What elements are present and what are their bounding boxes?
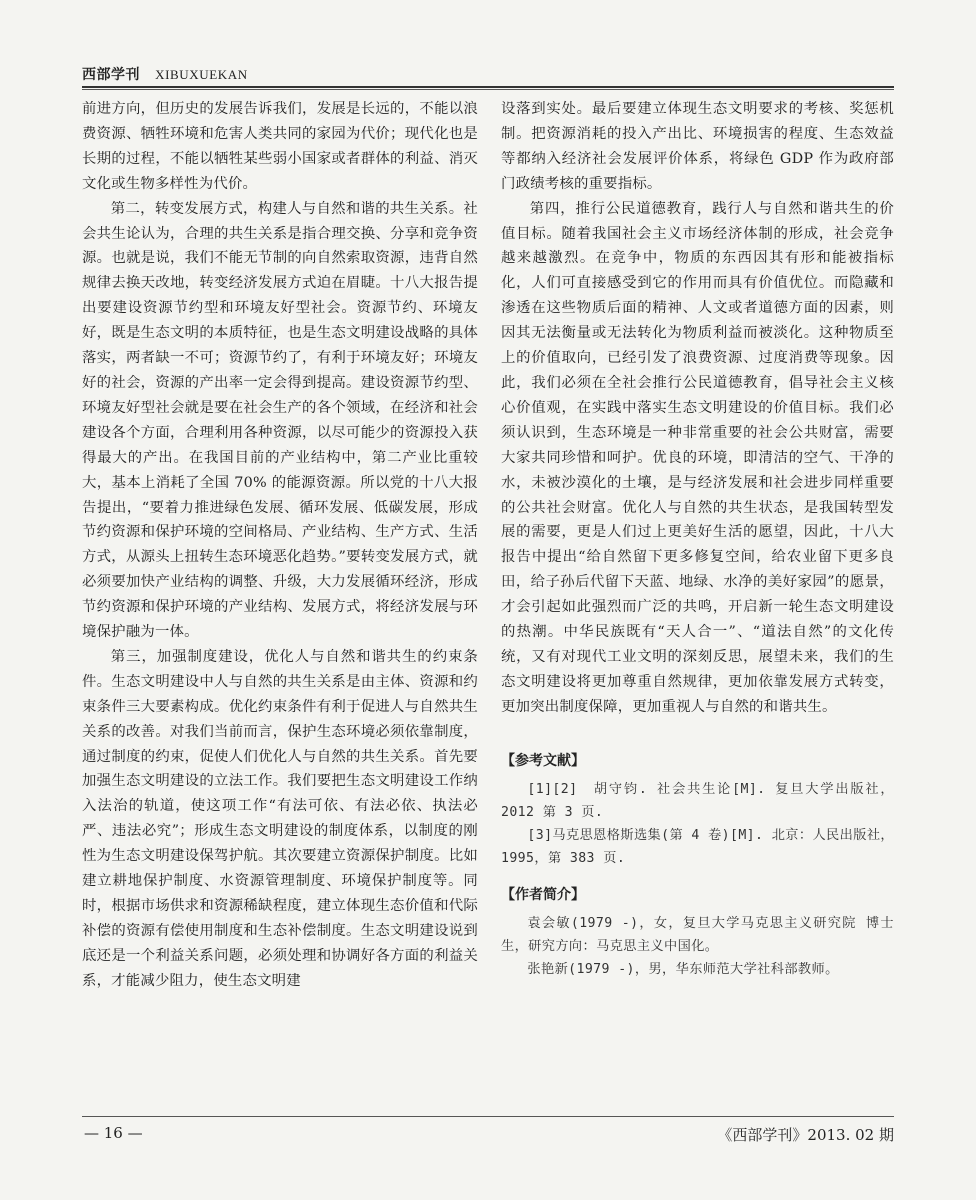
left-column [82,97,478,994]
reference-item: [3]马克思恩格斯选集(第 4 卷)[M]. 北京：人民出版社，1995，第 383 页. [501,827,894,866]
paragraph-continued: 前进方向，但历史的发展告诉我们，发展是长远的，不能以浪费资源、牺牲环境和危害人类共同的家园为代价；现代化也是长期的过程，不能以牺牲某些弱小国家或者群体的利益、消灭文化或生物多样性为代价。 [82,101,478,192]
header-rule-thin [82,89,894,90]
page-number: — 16 — [84,1124,143,1142]
paragraph-fourth-point: 第四，推行公民道德教育，践行人与自然和谐共生的价值目标。随着我国社会主义市场经济体制的形成，社会竞争越来越激烈。在竞争中，物质的东西因其有形和能被指标化，人们可直接感受到它的作用而具有价值优位。而隐藏和渗透在这些物质后面的精神、人文或者道德方面的因素，则因其无法衡量或无法转化为物质利益而被淡化。这种物质至上的价值取向，已经引发了浪费资源、过度消费等现象。因此，我们必须在全社会推行公民道德教育，倡导社会主义核心价值观，在实践中落实生态文明建设的价值目标。我们必须认识到，生态环境是一种非常重要的社会公共财富，需要大家共同珍惜和呵护。优良的环境，即清洁的空气、干净的水，未被沙漠化的土壤，是与经济发展和社会进步同样重要的公共社会财富。优化人与自然的共生状态，是我国转型发展的需要，更是人们过上更美好生活的愿望，因此，十八大报告中提出“给自然留下更多修复空间，给农业留下更多良田，给子孙后代留下天蓝、地绿、水净的美好家园”的愿景，才会引起如此强烈而广泛的共鸣，开启新一轮生态文明建设的热潮。中华民族既有“天人合一”、“道法自然”的文化传统，又有对现代工业文明的深刻反思，展望未来，我们的生态文明建设将更加尊重自然规律，更加依靠发展方式转变，更加突出制度保障，更加重视人与自然的和谐共生。 [501,200,894,715]
author-bio-heading: 【作者简介】 [501,886,585,903]
footer-rule [82,1116,894,1117]
running-header [82,64,892,86]
header-rule [82,86,894,88]
journal-name: 西部学刊 [82,67,140,83]
paragraph-third-point: 第三，加强制度建设，优化人与自然和谐共生的约束条件。生态文明建设中人与自然的共生关系是由主体、资源和约束条件三大要素构成。优化约束条件有利于促进人与自然共生关系的改善。对我们当前而言，保护生态环境必须依靠制度，通过制度的约束，促使人们优化人与自然的共生关系。首先要加强生态文明建设的立法工作。我们要把生态文明建设工作纳入法治的轨道，使这项工作“有法可依、有法必依、执法必严、违法必究”；形成生态文明建设的制度体系，以制度的刚性为生态文明建设保驾护航。其次要建立资源保护制度。比如建立耕地保护制度、水资源管理制度、环境保护制度等。同时，根据市场供求和资源稀缺程度，建立体现生态价值和代际补偿的资源有偿使用制度和生态补偿制度。生态文明建设说到底还是一个利益关系问题，必须处理和协调好各方面的利益关系，才能减少阻力，使生态文明建 [82,648,478,989]
journal-pinyin: XIBUXUEKAN [155,67,248,82]
author-bio: 张艳新(1979 -)，男，华东师范大学社科部教师。 [527,961,839,977]
paragraph-continued-right: 设落到实处。最后要建立体现生态文明要求的考核、奖惩机制。把资源消耗的投入产出比、环境损害的程度、生态效益等都纳入经济社会发展评价体系，将绿色 GDP 作为政府部门政绩考核的重要指标。 [501,101,894,192]
references-heading: 【参考文献】 [501,752,585,769]
paragraph-second-point: 第二，转变发展方式，构建人与自然和谐的共生关系。社会共生论认为，合理的共生关系是指合理交换、分享和竞争资源。也就是说，我们不能无节制的向自然索取资源，违背自然规律去换天改地，转变经济发展方式迫在眉睫。十八大报告提出要建设资源节约型和环境友好型社会。资源节约、环境友好，既是生态文明的本质特征，也是生态文明建设战略的具体落实，两者缺一不可；资源节约了，有利于环境友好；环境友好的社会，资源的产出率一定会得到提高。建设资源节约型、环境友好型社会就是要在社会生产的各个领域，在经济和社会建设各个方面，合理利用各种资源，以尽可能少的资源投入获得最大的产出。在我国目前的产业结构中，第二产业比重较大，基本上消耗了全国 70% 的能源资源。所以党的十八大报告提出，“要着力推进绿色发展、循环发展、低碳发展，形成节约资源和保护环境的空间格局、产业结构、生产方式、生活方式，从源头上扭转生态环境恶化趋势。”要转变发展方式，就必须要加快产业结构的调整、升级，大力发展循环经济，形成节约资源和保护环境的产业结构、发展方式，将经济发展与环境保护融为一体。 [82,200,478,641]
author-bio: 袁会敏(1979 -)，女，复旦大学马克思主义研究院 博士生，研究方向：马克思主义中国化。 [501,915,894,954]
issue-info: 《西部学刊》2013. 02 期 [717,1126,894,1144]
reference-item: [1][2] 胡守钧. 社会共生论[M]. 复旦大学出版社，2012 第 3 页. [501,781,894,820]
right-column [501,97,894,981]
